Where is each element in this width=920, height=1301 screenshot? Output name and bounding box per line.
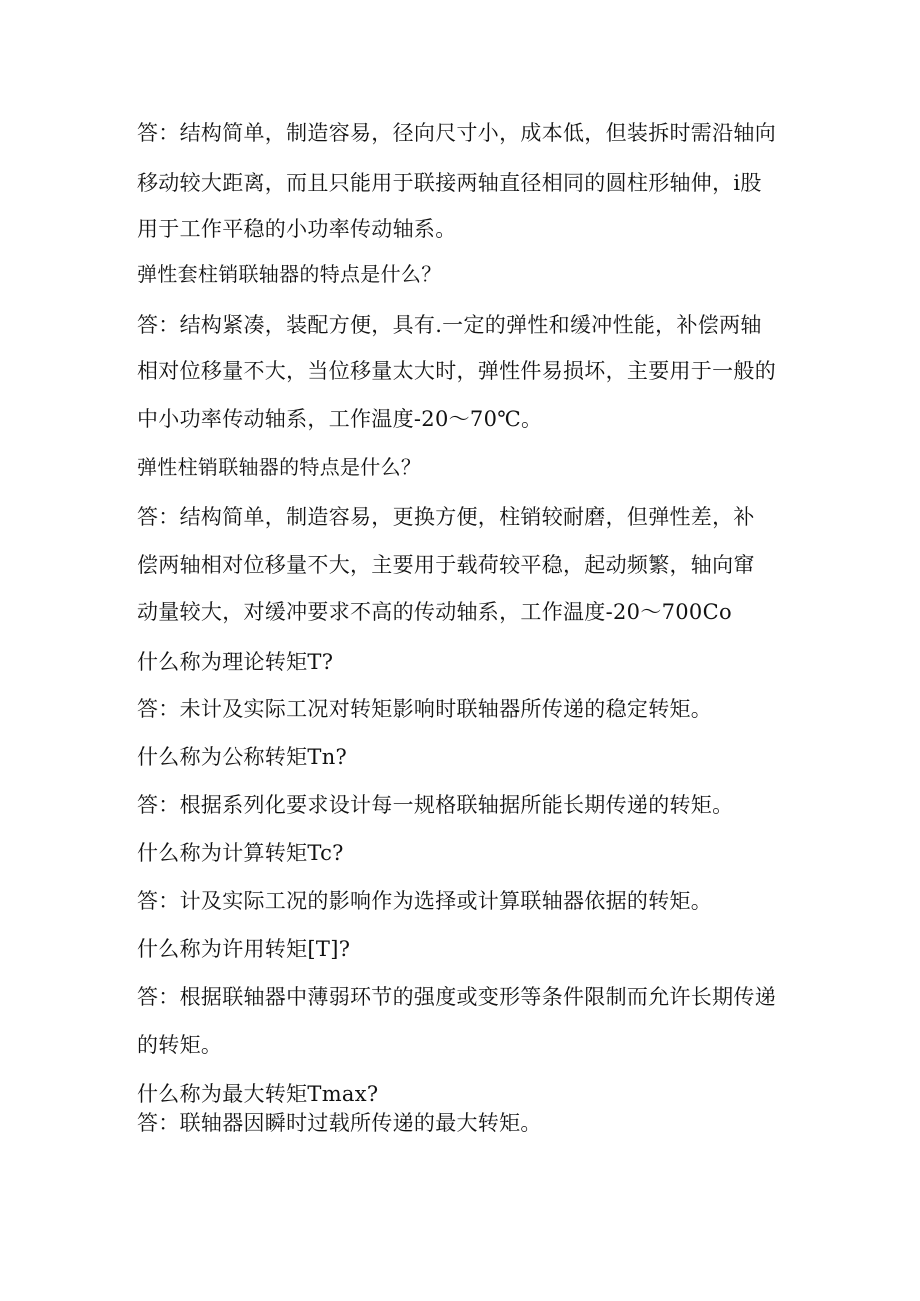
question-line: 什么称为公称转矩Tn? <box>137 745 348 769</box>
answer-line: 答：未计及实际工况对转矩影响时联轴器所传递的稳定转矩。 <box>137 697 713 721</box>
answer-line: 用于工作平稳的小功率传动轴系。 <box>137 217 457 241</box>
question-line: 什么称为最大转矩Tmax? <box>137 1082 379 1106</box>
question-line: 什么称为许用转矩[T]? <box>137 937 351 961</box>
answer-line: 中小功率传动轴系，工作温度-20〜70℃。 <box>137 407 543 431</box>
question-line: 弹性柱销联轴器的特点是什么？ <box>137 455 422 479</box>
question-line: 什么称为计算转矩Tc? <box>137 841 344 865</box>
answer-line: 答：根据系列化要求设计每一规格联轴据所能长期传递的转矩。 <box>137 793 734 817</box>
answer-line: 答：结构简单，制造容易，径向尺寸小，成本低，但装拆时需沿轴向 <box>137 121 776 145</box>
answer-line: 答：计及实际工况的影响作为选择或计算联轴器依据的转矩。 <box>137 889 713 913</box>
answer-line: 的转矩。 <box>137 1033 223 1057</box>
question-line: 弹性套柱销联轴器的特点是什么？ <box>137 262 442 286</box>
answer-line: 偿两轴相对位移量不大，主要用于载荷较平稳，起动频繁，轴向窜 <box>137 553 755 577</box>
answer-line: 动量较大，对缓冲要求不高的传动轴系，工作温度-20〜700Co <box>137 600 732 624</box>
question-line: 什么称为理论转矩T? <box>137 650 334 674</box>
answer-line: 相对位移量不大，当位移量太大时，弹性件易损坏，主要用于一般的 <box>137 359 776 383</box>
answer-line: 答：结构简单，制造容易，更换方便，柱销较耐磨，但弹性差，补 <box>137 505 755 529</box>
answer-line: 答：结构紧凑，装配方便，具有.一定的弹性和缓冲性能，补偿两轴 <box>137 313 762 337</box>
answer-line: 答：根据联轴器中薄弱环节的强度或变形等条件限制而允许长期传递 <box>137 985 776 1009</box>
answer-line: 移动较大距离，而且只能用于联接两轴直径相同的圆柱形轴伸，i股 <box>137 171 762 195</box>
answer-line: 答：联轴器因瞬时过载所传递的最大转矩。 <box>137 1111 542 1135</box>
